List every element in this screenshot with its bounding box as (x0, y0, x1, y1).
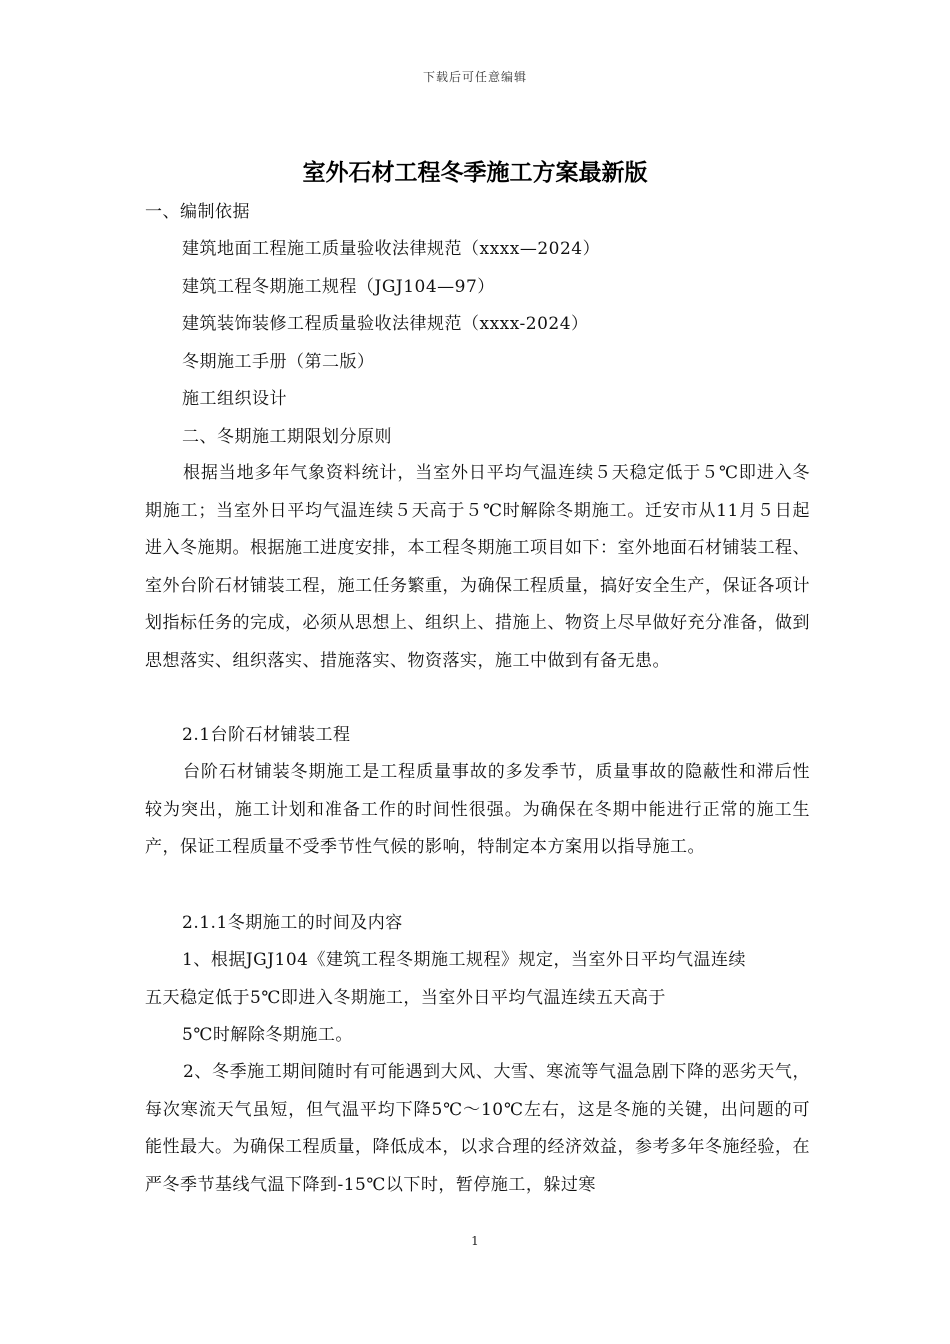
section2-heading: 二、冬期施工期限划分原则 (182, 427, 392, 447)
document-title: 室外石材工程冬季施工方案最新版 (302, 160, 648, 186)
section2-paragraph: 根据当地多年气象资料统计，当室外日平均气温连续５天稳定低于５℃即进入冬期施工；当室外日平均气温连续５天高于５℃时解除冬期施工。迁安市从11月５日起进入冬施期。根据施工进度安排，本工程冬期施工项目如下：室外地面石材铺装工程、室外台阶石材铺装工程，施工任务繁重，为确保工程质量，搞好安全生产，保证各项计划指标任务的完成，必须从思想上、组织上、措施上、物资上尽早做好充分准备，做到思想落实、组织落实、措施落实、物资落实，施工中做到有备无患。 (145, 463, 810, 671)
reference-item-1: 建筑地面工程施工质量验收法律规范（xxxx—2024） (182, 239, 601, 259)
item1-line2: 五天稳定低于5℃即进入冬期施工，当室外日平均气温连续五天高于 (145, 988, 666, 1008)
reference-item-2: 建筑工程冬期施工规程（JGJ104—97） (182, 277, 495, 297)
page-number: 1 (471, 1234, 479, 1248)
section1-heading: 一、编制依据 (145, 202, 250, 222)
item1-line1: 1、根据JGJ104《建筑工程冬期施工规程》规定，当室外日平均气温连续 (182, 950, 746, 970)
item2-paragraph: 2、冬季施工期间随时有可能遇到大风、大雪、寒流等气温急剧下降的恶劣天气，每次寒流天气虽短，但气温平均下降5℃～10℃左右，这是冬施的关键，出问题的可能性最大。为确保工程质量，降低成本，以求合理的经济效益，参考多年冬施经验，在严冬季节基线气温下降到-15℃以下时，暂停施工，躲过寒 (145, 1062, 810, 1195)
section21-heading: 2.1台阶石材铺装工程 (182, 725, 351, 745)
reference-item-3: 建筑装饰装修工程质量验收法律规范（xxxx-2024） (182, 314, 589, 334)
section211-heading: 2.1.1冬期施工的时间及内容 (182, 913, 403, 933)
item1-line3: 5℃时解除冬期施工。 (182, 1025, 353, 1045)
reference-item-4: 冬期施工手册（第二版） (182, 352, 375, 372)
reference-item-5: 施工组织设计 (182, 389, 287, 409)
header-note: 下载后可任意编辑 (422, 70, 527, 84)
section21-paragraph: 台阶石材铺装冬期施工是工程质量事故的多发季节，质量事故的隐蔽性和滞后性较为突出，施工计划和准备工作的时间性很强。为确保在冬期中能进行正常的施工生产，保证工程质量不受季节性气候的影响，特制定本方案用以指导施工。 (145, 762, 810, 858)
